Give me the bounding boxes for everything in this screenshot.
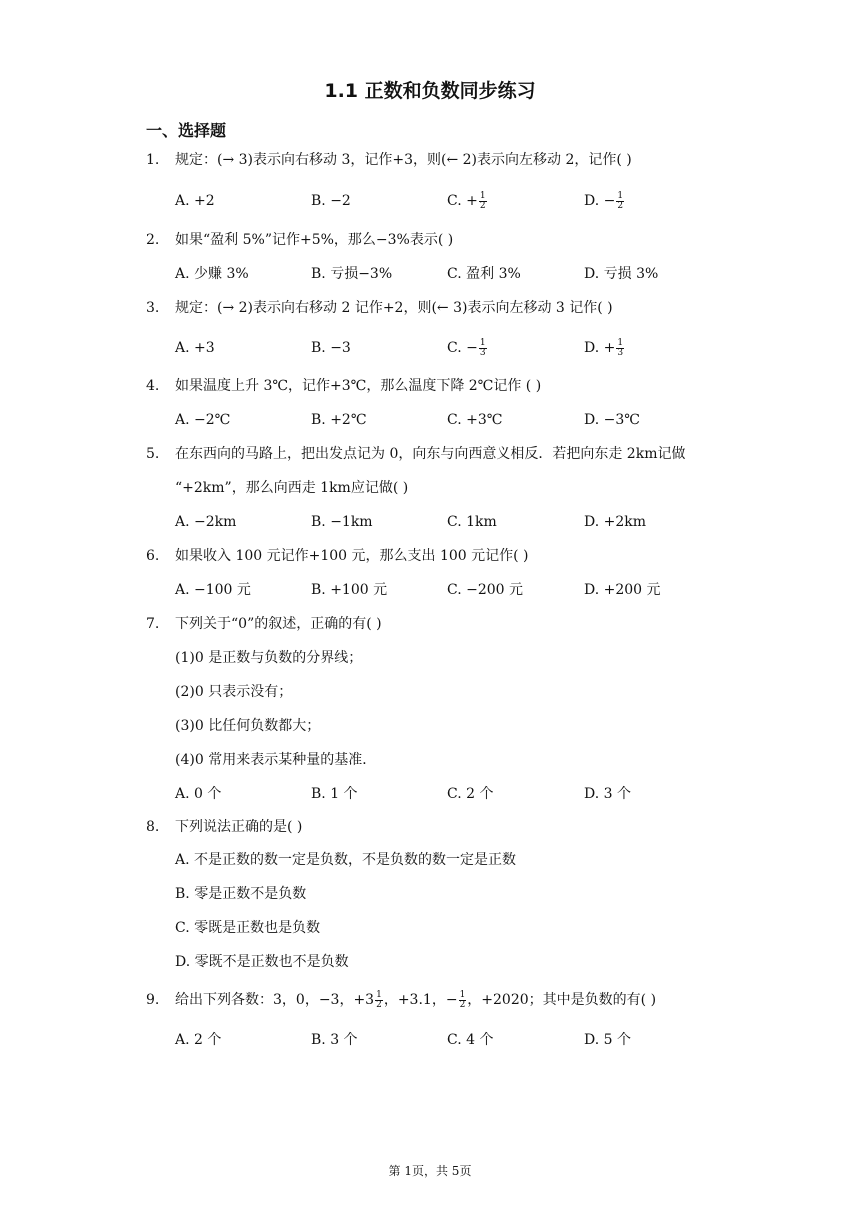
option-d bbox=[584, 338, 625, 358]
statement-2: (2)0 只表示没有； bbox=[175, 684, 293, 700]
question-number: 8. bbox=[146, 819, 160, 835]
option-c: C. 盈利 3% bbox=[447, 266, 521, 282]
option-c: C. −200 元 bbox=[447, 582, 524, 598]
section-heading: 一、选择题 bbox=[146, 121, 227, 140]
question-text: 下列关于“0”的叙述，正确的有( ) bbox=[175, 616, 382, 632]
option-c bbox=[447, 338, 488, 358]
question-text: 给出下列各数：3，0，−3，+3 $\frac{1}{2}$ ，+3.1，− $\frac{1}{2}$ ，+2020；其中是负数的有( ) bbox=[175, 989, 657, 1010]
question-number: 6. bbox=[146, 548, 160, 564]
fraction: $\frac{1}{2}$ bbox=[479, 190, 486, 211]
option-d: D. +200 元 bbox=[584, 582, 661, 598]
option-b: B. +100 元 bbox=[311, 582, 388, 598]
question-number: 9. bbox=[146, 992, 160, 1008]
question-number: 7. bbox=[146, 616, 160, 632]
option-b: B. 3 个 bbox=[311, 1032, 358, 1048]
page-title: 1.1 正数和负数同步练习 bbox=[324, 80, 536, 102]
option-d bbox=[584, 191, 625, 211]
question-text: 在东西向的马路上，把出发点记为 0，向东与向西意义相反．若把向东走 2km记做 bbox=[175, 446, 686, 462]
question-text: 规定：(→ 2)表示向右移动 2 记作+2，则(← 3)表示向左移动 3 记作( ) bbox=[175, 300, 613, 316]
option-d: D. 亏损 3% bbox=[584, 266, 659, 282]
option-c-text: C. + bbox=[447, 193, 478, 209]
option-c: C. 4 个 bbox=[447, 1032, 494, 1048]
option-c: C. 2 个 bbox=[447, 786, 494, 802]
option-b: B. 亏损−3% bbox=[311, 266, 393, 282]
option-a: A. −2℃ bbox=[175, 412, 231, 428]
question-text: 如果“盈利 5%”记作+5%，那么−3%表示( ) bbox=[175, 232, 454, 248]
question-text: 如果温度上升 3℃，记作+3℃，那么温度下降 2℃记作 ( ) bbox=[175, 378, 542, 394]
option-a: A. +3 bbox=[175, 340, 215, 356]
fraction: $\frac{1}{3}$ bbox=[617, 337, 624, 358]
question-text: 下列说法正确的是( ) bbox=[175, 819, 303, 835]
option-b: B. −2 bbox=[311, 193, 351, 209]
statement-1: (1)0 是正数与负数的分界线； bbox=[175, 650, 363, 666]
fraction: $\frac{1}{2}$ bbox=[617, 190, 624, 211]
option-b: B. 零是正数不是负数 bbox=[175, 886, 307, 902]
option-c bbox=[447, 191, 488, 211]
statement-4: (4)0 常用来表示某种量的基准． bbox=[175, 752, 377, 768]
option-b: B. −3 bbox=[311, 340, 351, 356]
fraction: $\frac{1}{3}$ bbox=[479, 337, 486, 358]
option-c: C. 零既是正数也是负数 bbox=[175, 920, 321, 936]
option-a: A. 0 个 bbox=[175, 786, 222, 802]
option-a: A. 不是正数的数一定是负数，不是负数的数一定是正数 bbox=[175, 852, 517, 868]
question-number: 3. bbox=[146, 300, 160, 316]
question-number: 2. bbox=[146, 232, 160, 248]
option-d: D. 零既不是正数也不是负数 bbox=[175, 954, 349, 970]
option-b: B. −1km bbox=[311, 514, 373, 530]
option-d: D. +2km bbox=[584, 514, 647, 530]
option-a: A. +2 bbox=[175, 193, 215, 209]
option-a: A. 少赚 3% bbox=[175, 266, 249, 282]
option-a: A. −2km bbox=[175, 514, 237, 530]
question-text: 规定：(→ 3)表示向右移动 3，记作+3，则(← 2)表示向左移动 2，记作( ) bbox=[175, 152, 632, 168]
question-text: 如果收入 100 元记作+100 元，那么支出 100 元记作( ) bbox=[175, 548, 529, 564]
option-d-text: D. − bbox=[584, 193, 616, 209]
fraction: $\frac{1}{2}$ bbox=[459, 989, 466, 1010]
fraction: $\frac{1}{2}$ bbox=[376, 989, 382, 1010]
option-c-text: C. − bbox=[447, 340, 478, 356]
option-b: B. 1 个 bbox=[311, 786, 358, 802]
question-number: 1. bbox=[146, 152, 160, 168]
option-a: A. −100 元 bbox=[175, 582, 251, 598]
option-d: D. −3℃ bbox=[584, 412, 640, 428]
statement-3: (3)0 比任何负数都大； bbox=[175, 718, 321, 734]
question-number: 4. bbox=[146, 378, 160, 394]
option-d-text: D. + bbox=[584, 340, 616, 356]
page-footer: 第 1页，共 5页 bbox=[388, 1164, 472, 1178]
option-d: D. 3 个 bbox=[584, 786, 631, 802]
option-a: A. 2 个 bbox=[175, 1032, 222, 1048]
question-number: 5. bbox=[146, 446, 160, 462]
option-c: C. 1km bbox=[447, 514, 497, 530]
question-text-continued: “+2km”，那么向西走 1km应记做( ) bbox=[175, 480, 409, 496]
option-b: B. +2℃ bbox=[311, 412, 367, 428]
option-c: C. +3℃ bbox=[447, 412, 503, 428]
option-d: D. 5 个 bbox=[584, 1032, 631, 1048]
